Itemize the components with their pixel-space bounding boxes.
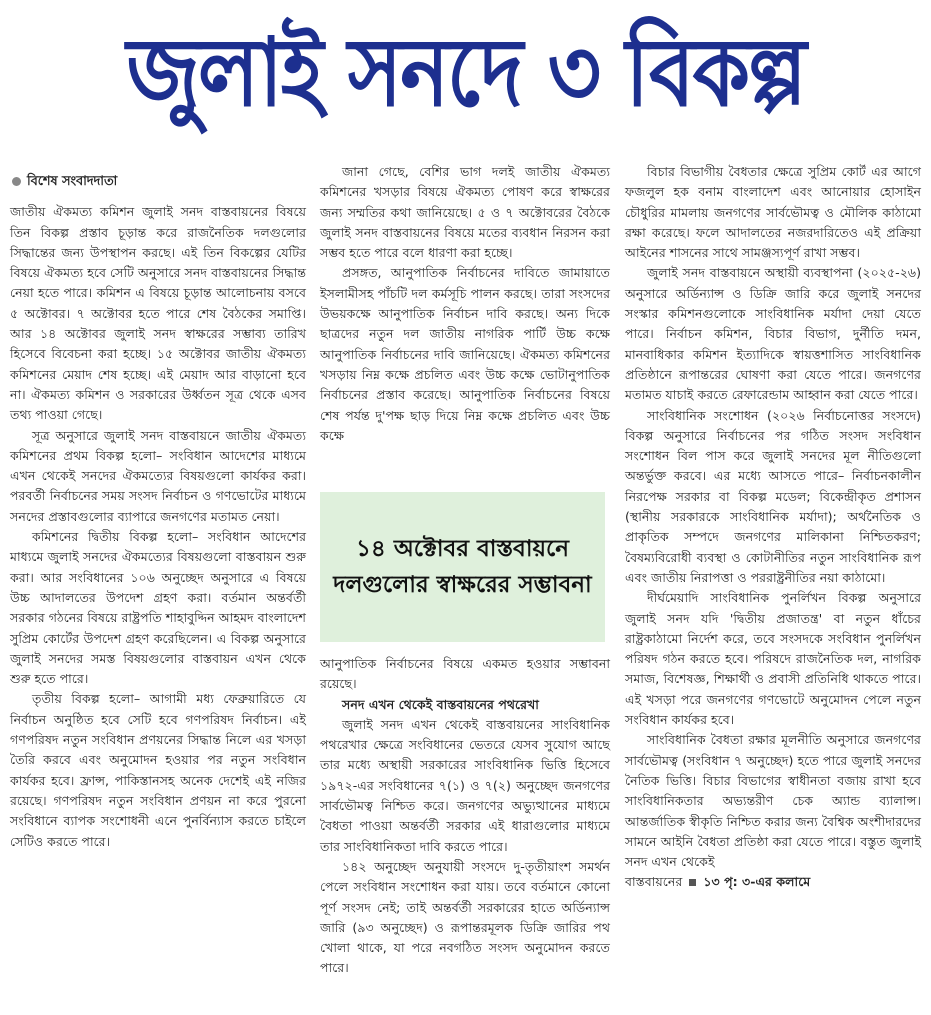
paragraph: সূত্র অনুসারে জুলাই সনদ বাস্তবায়নে জাতীয় ঐকমত্য কমিশনের প্রথম বিকল্প হলো– সংবিধান আদেশের মাধ্যমে এখন থেকেই সনদের ঐকমত্যের বিষয়গুলো কার্যকর করা। পরবর্তী নির্বাচনের সময় সংসদ নির্বাচন ও গণভোটের মাধ্যমে সনদের প্রস্তাবগুলোর ব্যাপারে জনগণের মতামত নেয়া। [10,427,306,524]
paragraph: আনুপাতিক নির্বাচনের বিষয়ে একমত হওয়ার সম্ভাবনা রয়েছে। [320,656,610,692]
paragraph: বিচার বিভাগীয় বৈধতার ক্ষেত্রে সুপ্রিম কোর্ট এর আগে ফজলুল হক বনাম বাংলাদেশ এবং আনোয়ার হোসাইন চৌধুরির মামলায় জনগণের সার্বভৌমত্ব ও মৌলিক কাঠামো রক্ষা করেছে। ফলে আদালতের নজরদারিতেও এই প্রক্রিয়া আইনের শাসনের সাথে সামঞ্জস্যপূর্ণ রাখা সম্ভব। [625,164,921,261]
square-bullet-icon [689,879,696,886]
pull-quote [320,492,605,642]
article-column-2 [320,162,610,446]
paragraph: প্রসঙ্গত, আনুপাতিক নির্বাচনের দাবিতে জামায়াতে ইসলামীসহ পাঁচটি দল কর্মসূচি পালন করছে। তারা সংসদের উভয়কক্ষে আনুপাতিক নির্বাচন দাবি করছে। অন্য দিকে ছাত্রদের নতুন দল জাতীয় নাগরিক পার্টি উচ্চ কক্ষে আনুপাতিক নির্বাচনের দাবি জানিয়েছে। ঐকমত্য কমিশনের খসড়ায় নিম্ন কক্ষে প্রচলিত এবং উচ্চ কক্ষে ভোটানুপাতিক নির্বাচনের প্রস্তাব করেছে। আনুপাতিক নির্বাচনের বিষয়ে শেষ পর্যন্ত দু'পক্ষ ছাড় দিয়ে নিম্ন কক্ষে প্রচলিত এবং উচ্চ কক্ষে [320,265,610,443]
paragraph: জানা গেছে, বেশির ভাগ দলই জাতীয় ঐকমত্য কমিশনের খসড়ার বিষয়ে ঐকমত্য পোষণ করে স্বাক্ষরের জন্য সম্মতির কথা জানিয়েছে। ৫ ও ৭ অক্টোবরের বৈঠকে জুলাই সনদ বাস্তবায়নের বিষয়ে মতের ব্যবধান নিরসন করা সম্ভব হতে পারে বলে ধারণা করা হচ্ছে। [320,164,610,261]
bullet-icon [12,177,21,186]
paragraph: কমিশনের দ্বিতীয় বিকল্প হলো– সংবিধান আদেশের মাধ্যমে জুলাই সনদের ঐকমত্যের বিষয়গুলো বাস্তবায়ন শুরু করা। আর সংবিধানের ১০৬ অনুচ্ছেদ অনুসারে এ বিষয়ে উচ্চ আদালতের উপদেশ গ্রহণ করা। বর্তমান অন্তর্বর্তী সরকার গঠনের বিষয়ে রাষ্ট্রপতি শাহাবুদ্দিন আহমদ বাংলাদেশ সুপ্রিম কোর্টের উপদেশ গ্রহণ করেছিলেন। এ বিকল্প অনুসারে জুলাই সনদের সমস্ত বিষয়গুলোর বাস্তবায়ন এখন থেকে শুরু হতে পারে। [10,529,306,687]
continuation-line [625,872,921,892]
byline [12,172,306,192]
byline-text: বিশেষ সংবাদদাতা [27,174,118,189]
paragraph: তৃতীয় বিকল্প হলো– আগামী মধ্য ফেব্রুয়ারিতে যে নির্বাচন অনুষ্ঠিত হবে সেটি হবে গণপরিষদ নির্বাচন। এই গণপরিষদ নতুন সংবিধান প্রণয়নের সিদ্ধান্ত নিলে এর খসড়া তৈরি করবে এবং অনুমোদন হওয়ার পর নতুন সংবিধান কার্যকর হবে। ফ্রান্স, পাকিস্তানসহ অনেক দেশেই এই নজির রয়েছে। গণপরিষদ নতুন সংবিধান প্রণয়ন না করে পুরনো সংবিধানে ব্যাপক সংশোধনী এনে পুনর্বিন্যাস করতে চাইলে সেটিও করতে পারে। [10,691,306,849]
pull-quote-text: ১৪ অক্টোবর বাস্তবায়নে দলগুলোর স্বাক্ষরের সম্ভাবনা [333,536,592,598]
paragraph: ১৪২ অনুচ্ছেদ অনুযায়ী সংসদে দু-তৃতীয়াংশ সমর্থন পেলে সংবিধান সংশোধন করা যায়। তবে বর্তমানে কোনো পূর্ণ সংসদ নেই; তাই অন্তর্বর্তী সরকারের হাতে অর্ডিন্যান্স জারি (৯৩ অনুচ্ছেদ) ও রূপান্তরমূলক ডিক্রি জারির পথ খোলা থাকে, যা পরে নবগঠিত সংসদ অনুমোদন করতে পারে। [320,858,610,976]
paragraph: জুলাই সনদ এখন থেকেই বাস্তবায়নের সাংবিধানিক পথরেখার ক্ষেত্রে সংবিধানের ভেতরে যেসব সুযোগ আছে তার মধ্যে অস্থায়ী সরকারের সাংবিধানিক ভিত্তি হিসেবে ১৯৭২-এর সংবিধানের ৭(১) ও ৭(২) অনুচ্ছেদ জনগণের সার্বভৌমত্ব নিশ্চিত করে। জনগণের অভ্যুত্থানের মাধ্যমে বৈধতা পাওয়া অন্তর্বর্তী সরকার এই ধারাগুলোর মাধ্যমে তার সাংবিধানিকতা দাবি করতে পারে। [320,716,610,854]
continuation-lead: বাস্তবায়নের [625,874,683,890]
jump-reference[interactable]: ১৩ পৃ: ৩-এর কলামে [703,874,811,890]
paragraph: সাংবিধানিক বৈধতা রক্ষার মূলনীতি অনুসারে জনগণের সার্বভৌমত্ব (সংবিধান ৭ অনুচ্ছেদ) হতে পারে জুলাই সনদের নৈতিক ভিত্তি। বিচার বিভাগের স্বাধীনতা বজায় রাখা হবে সাংবিধানিকতার অভ্যন্তরীণ চেক অ্যান্ড ব্যালান্স। আন্তর্জাতিক স্বীকৃতি নিশ্চিত করার জন্য বৈশ্বিক অংশীদারদের সামনে আইনি বৈধতা প্রতিষ্ঠা করা যেতে পারে। বস্তুত জুলাই সনদ এখন থেকেই [625,732,921,870]
headline: জুলাই সনদে ৩ বিকল্প [126,18,805,129]
paragraph: জুলাই সনদ বাস্তবায়নে অস্থায়ী ব্যবস্থাপনা (২০২৫-২৬) অনুসারে অর্ডিন্যান্স ও ডিক্রি জারি করে জুলাই সনদের সংস্কার কমিশনগুলোকে সাংবিধানিক মর্যাদা দেয়া যেতে পারে। নির্বাচন কমিশন, বিচার বিভাগ, দুর্নীতি দমন, মানবাধিকার কমিশন ইত্যাদিকে স্বায়ত্তশাসিত সাংবিধানিক প্রতিষ্ঠানে রূপান্তরের ঘোষণা করা যেতে পারে। জনগণের মতামত যাচাই করতে রেফারেন্ডাম আহ্বান করা যেতে পারে। [625,265,921,403]
paragraph: জাতীয় ঐকমত্য কমিশন জুলাই সনদ বাস্তবায়নের বিষয়ে তিন বিকল্প প্রস্তাব চূড়ান্ত করে রাজনৈতিক দলগুলোর সিদ্ধান্তের জন্য উপস্থাপন করছে। এই তিন বিকল্পের যেটির বিষয়ে ঐকমত্য হবে সেটি অনুসারে সনদ বাস্তবায়নের সিদ্ধান্ত নেয়া হতে পারে। কমিশন এ বিষয়ে চূড়ান্ত আলোচনায় বসবে ৫ অক্টোবর। ৭ অক্টোবর হতে পারে শেষ বৈঠকের সমাপ্তি। আর ১৪ অক্টোবর জুলাই সনদ স্বাক্ষরের সম্ভাব্য তারিখ হিসেবে বিবেচনা করা হচ্ছে। ১৫ অক্টোবর জাতীয় ঐকমত্য কমিশনের মেয়াদ শেষ হচ্ছে। এই মেয়াদ আর বাড়ানো হবে না। ঐকমত্য কমিশন ও সরকারের উর্ধ্বতন সূত্র থেকে এসব তথ্য পাওয়া গেছে। [10,204,306,423]
paragraph: সাংবিধানিক সংশোধন (২০২৬ নির্বাচনোত্তর সংসদে) বিকল্প অনুসারে নির্বাচনের পর গঠিত সংসদ সংবিধান সংশোধন বিল পাস করে জুলাই সনদের মূল নীতিগুলো অন্তর্ভুক্ত করবে। এর মধ্যে আসতে পারে– নির্বাচনকালীন নিরপেক্ষ সরকার বা বিকল্প মডেল; বিকেন্দ্রীকৃত প্রশাসন (স্থানীয় সরকারকে সাংবিধানিক মর্যাদা); অর্থনৈতিক ও প্রাকৃতিক সম্পদে জনগণের মালিকানা নিশ্চিতকরণ; বৈষম্যবিরোধী ব্যবস্থা ও কোটানীতির নতুন সাংবিধানিক রূপ এবং জাতীয় নিরাপত্তা ও পররাষ্ট্রনীতির নয়া কাঠামো। [625,407,921,585]
article-column-3 [625,162,921,893]
article-column-1 [10,162,306,852]
article-column-2-continued [320,654,610,979]
paragraph: দীর্ঘমেয়াদি সাংবিধানিক পুনর্লিখন বিকল্প অনুসারে জুলাই সনদ যদি 'দ্বিতীয় প্রজাতন্ত্র' বা নতুন ধাঁচের রাষ্ট্রকাঠামো নির্দেশ করে, তবে সংসদকে সংবিধান পুনর্লিখন পরিষদ গঠন করতে হবে। পরিষদে রাজনৈতিক দল, নাগরিক সমাজ, বিশেষজ্ঞ, শিক্ষার্থী ও প্রবাসী প্রতিনিধি থাকতে পারে। এই খসড়া পরে জনগণের গণভোটে অনুমোদন পেলে নতুন সংবিধান কার্যকর হবে। [625,590,921,728]
subheading: সনদ এখন থেকেই বাস্তবায়নের পথরেখা [342,696,539,712]
